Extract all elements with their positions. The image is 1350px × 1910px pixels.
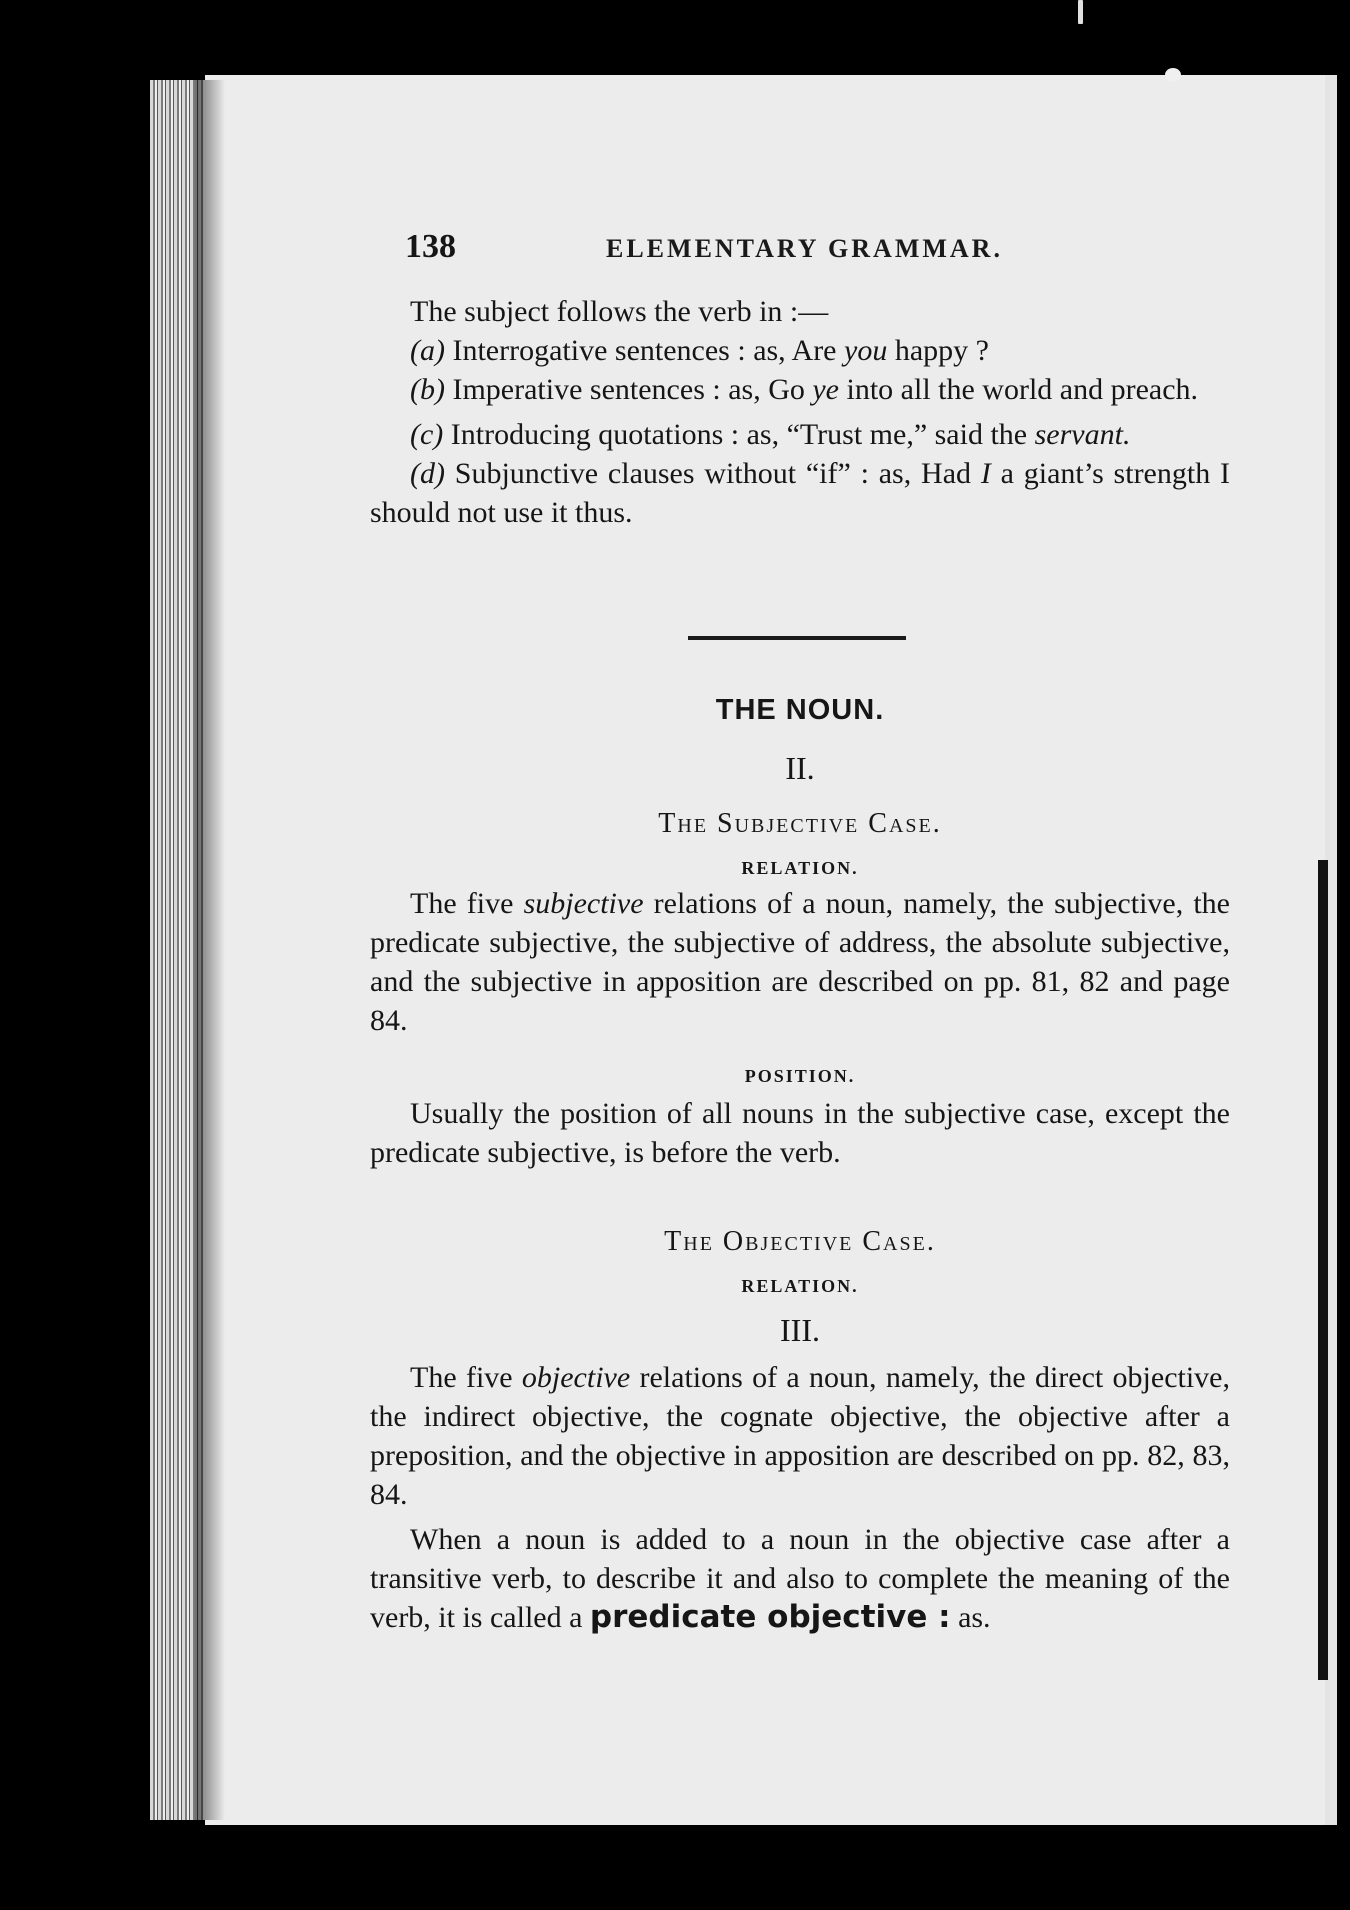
position-label: POSITION. bbox=[744, 1066, 856, 1086]
running-head bbox=[405, 228, 1165, 266]
page-edge bbox=[1318, 860, 1328, 1680]
position-paragraph: Usually the position of all nouns in the subjective case, except the predicate subjective, is before the verb. bbox=[370, 1097, 1230, 1169]
page-number: 138 bbox=[405, 228, 456, 265]
objective-relation-label: RELATION. bbox=[741, 1276, 859, 1296]
section-title: THE NOUN. bbox=[715, 694, 885, 726]
section-divider bbox=[688, 636, 906, 640]
objective-case-heading: The Objective Case. bbox=[664, 1226, 936, 1257]
intro-item-b: (b) Imperative sentences : as, Go ye into all the world and preach. bbox=[410, 373, 1199, 406]
intro-lead: The subject follows the verb in :— bbox=[410, 295, 829, 328]
intro-item-d: (d) Subjunctive clauses without “if” : as, Had I a giant’s strength I should not use it thus. bbox=[370, 457, 1231, 529]
scan-speck bbox=[1078, 0, 1083, 24]
subjective-case-heading: The Subjective Case. bbox=[658, 808, 942, 839]
gutter-shadow bbox=[195, 80, 225, 1820]
subjective-relation-label: RELATION. bbox=[741, 858, 859, 878]
subjective-paragraph: The five subjective relations of a noun, namely, the subjective, the predicate subjective, the subjective of address, the absolute subjective, and the subjective in apposition are described on pp. 81, 82 and page 84. bbox=[370, 887, 1231, 1037]
numeral-three: III. bbox=[780, 1312, 820, 1348]
intro-block bbox=[370, 292, 1230, 532]
running-title: ELEMENTARY GRAMMAR. bbox=[606, 234, 1003, 263]
predicate-paragraph: When a noun is added to a noun in the objective case after a transitive verb, to describe it and also to complete the meaning of the verb, it is called a predicate objective : as. bbox=[370, 1523, 1230, 1635]
intro-item-a: (a) Interrogative sentences : as, Are you happy ? bbox=[410, 334, 989, 367]
scan-speck bbox=[1165, 68, 1181, 82]
objective-paragraph: The five objective relations of a noun, namely, the direct objective, the indirect objective, the cognate objective, the objective after a preposition, and the objective in apposition are described on pp. 82, 83, 84. bbox=[370, 1361, 1231, 1511]
numeral-two: II. bbox=[785, 750, 815, 786]
intro-item-c: (c) Introducing quotations : as, “Trust me,” said the servant. bbox=[410, 418, 1131, 451]
